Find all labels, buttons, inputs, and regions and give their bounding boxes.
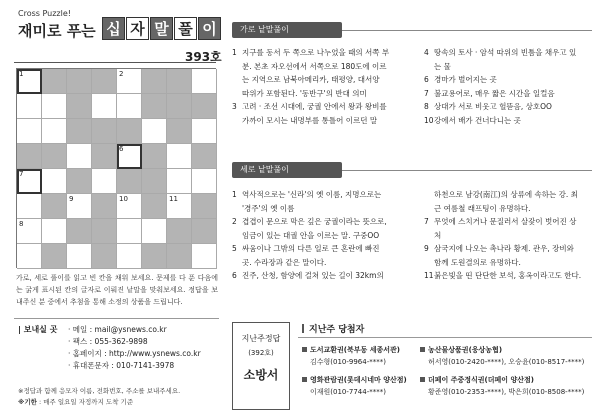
clue-text: 무엇에 스치거나 문질러서 살갗이 벗어진 상 — [434, 217, 577, 226]
grid-cell-blocked — [67, 69, 92, 94]
grid-cell-blocked — [92, 219, 117, 244]
grid-cell-blocked — [192, 219, 217, 244]
cell-number: 8 — [19, 220, 24, 228]
clue-line-first — [424, 242, 594, 256]
title-box-2: 자 — [126, 17, 149, 40]
last-week-answer-box — [232, 322, 290, 410]
send-notes — [18, 386, 180, 408]
winners-divider — [298, 337, 592, 338]
grid-cell[interactable] — [142, 119, 167, 144]
grid-cell[interactable] — [17, 219, 42, 244]
clue-line-first — [424, 73, 594, 87]
clue-line-first — [232, 242, 416, 256]
winner-2-person: 허서영(010-2420-****), 오승윤(010-8517-****) — [428, 358, 585, 366]
clue-line-first — [232, 46, 416, 60]
winner-1-person: 김수형(010-9964-****) — [310, 358, 386, 366]
clue-number: 2 — [232, 217, 237, 226]
grid-cell-blocked — [117, 119, 142, 144]
clue-text: 분. 본초 자오선에서 서쪽으로 180도에 이르 — [242, 61, 387, 71]
clue-text: 는 지역으로 남북아메리카, 태평양, 대서양 — [242, 75, 380, 84]
clue-line-first — [232, 188, 416, 202]
clue-item — [232, 188, 416, 215]
cross-puzzle-label: Cross Puzzle! — [18, 9, 71, 18]
clue-text: 붉은빛을 띤 단단한 보석, 홍옥이라고도 한다. — [434, 271, 582, 280]
winner-2-org-row — [420, 344, 584, 356]
clue-text: 는 물 — [434, 61, 451, 71]
clue-number: 4 — [424, 48, 429, 57]
winners-title: 지난주 당첨자 — [302, 322, 364, 335]
clue-text: 처 — [434, 230, 442, 240]
grid-cell-blocked — [192, 144, 217, 169]
clue-item — [424, 215, 594, 242]
clue-text: '경주'의 옛 이름 — [242, 203, 295, 213]
send-title-text: 보내실 곳 — [23, 325, 58, 334]
send-info-box — [14, 318, 219, 414]
clue-text: 삼국지에 나오는 촉나라 황제. 관우, 장비와 — [434, 244, 574, 253]
clue-item — [424, 100, 594, 114]
clue-text: 따위가 포함된다. '동반구'의 반대 의미 — [242, 88, 367, 98]
clue-text: 불교용어로, 매우 짧은 시간을 일컬음 — [434, 88, 555, 98]
grid-cell-blocked — [167, 69, 192, 94]
clue-item — [232, 242, 416, 269]
clue-number: 7 — [424, 217, 429, 226]
grid-cell[interactable] — [192, 169, 217, 194]
cell-number: 1 — [19, 70, 24, 78]
grid-cell-blocked — [92, 144, 117, 169]
clue-text: 역사적으로는 '신라'의 옛 이름, 지명으로는 — [242, 190, 382, 199]
cell-number: 11 — [169, 195, 178, 203]
winner-3-person: 이재원(010-7744-****) — [310, 388, 386, 396]
grid-cell[interactable] — [92, 169, 117, 194]
grid-cell[interactable] — [17, 94, 42, 119]
winner-3-org: 영화관람권(롯데시네마 양산점) — [310, 376, 407, 384]
grid-cell-blocked — [167, 244, 192, 269]
clue-item — [232, 215, 416, 242]
clue-text: 경마가 벌어지는 곳 — [434, 75, 497, 84]
clue-number: 1 — [232, 48, 237, 57]
winner-1 — [302, 344, 400, 368]
across-header-line — [342, 30, 592, 31]
winner-4 — [420, 374, 584, 398]
winner-4-org: 더페이 주중정식권(더페이 양산점) — [428, 376, 534, 384]
grid-cell-blocked — [142, 194, 167, 219]
send-note-2 — [18, 397, 180, 408]
winner-4-org-row — [420, 374, 584, 386]
grid-cell[interactable] — [17, 119, 42, 144]
title-box-4: 풀 — [174, 17, 197, 40]
clue-text: 싸움이나 그밖의 다른 일로 큰 혼란에 빠진 — [242, 244, 380, 253]
clue-item — [232, 100, 416, 127]
bullet-icon — [420, 377, 425, 382]
clue-line-first — [424, 188, 594, 202]
last-week-issue: (392호) — [248, 349, 274, 357]
grid-cell-blocked — [142, 94, 167, 119]
grid-cell[interactable] — [17, 194, 42, 219]
clue-line-first — [424, 215, 594, 229]
clue-text: 근 여름철 래프팅이 유명하다. — [434, 203, 531, 213]
clue-number: 1 — [232, 190, 237, 199]
grid-cell[interactable] — [192, 244, 217, 269]
grid-cell[interactable] — [17, 244, 42, 269]
issue-divider — [14, 62, 216, 63]
clue-text: 땅속의 토사 · 암석 따위의 빈틈을 채우고 있 — [434, 48, 577, 57]
winner-2 — [420, 344, 584, 368]
clue-text: 지구를 동서 두 쪽으로 나누었을 때의 서쪽 부 — [242, 48, 390, 57]
clue-item — [232, 46, 416, 100]
bullet-icon — [302, 347, 307, 352]
cell-number: 7 — [19, 170, 24, 178]
title-box-5: 이 — [198, 17, 221, 40]
grid-cell[interactable] — [67, 194, 92, 219]
bullet-icon — [302, 377, 307, 382]
grid-cell[interactable] — [117, 244, 142, 269]
winner-3 — [302, 374, 407, 398]
clue-line-first — [424, 46, 594, 60]
clue-text: 임금이 있는 대궐 안을 이르는 말. 구중OO — [242, 230, 380, 240]
grid-cell-blocked — [192, 194, 217, 219]
cell-number: 2 — [119, 70, 124, 78]
title-box-3: 말 — [150, 17, 173, 40]
title-prefix: 재미로 푸는 — [18, 22, 96, 40]
clue-line-first — [424, 87, 594, 101]
clue-number: 6 — [424, 75, 429, 84]
grid-cell-blocked — [67, 169, 92, 194]
deadline-label: ※기한 — [18, 398, 37, 406]
grid-cell-blocked — [92, 194, 117, 219]
grid-cell-blocked — [42, 144, 67, 169]
clue-item — [424, 87, 594, 101]
down-header-text: 세로 낱말풀이 — [240, 165, 289, 174]
grid-cell[interactable] — [42, 169, 67, 194]
across-header — [232, 22, 342, 38]
clue-text: 고려 · 조선 시대에, 궁궐 안에서 왕과 왕비를 — [242, 102, 387, 111]
grid-cell-blocked — [42, 244, 67, 269]
across-clues-left — [232, 46, 416, 127]
grid-cell[interactable] — [142, 219, 167, 244]
clue-text: 겹겹이 문으로 막은 깊은 궁궐이라는 뜻으로, — [242, 217, 387, 226]
title-boxes — [102, 17, 222, 40]
grid-cell[interactable] — [92, 94, 117, 119]
grid-cell[interactable] — [67, 144, 92, 169]
grid-cell[interactable] — [42, 94, 67, 119]
grid-cell-blocked — [67, 94, 92, 119]
clue-line-first — [232, 269, 416, 283]
bullet-icon — [420, 347, 425, 352]
down-clues-right — [424, 188, 594, 283]
grid-cell-blocked — [92, 69, 117, 94]
clue-text: 가까이 모시는 내명부를 통틀어 이르던 말 — [242, 115, 378, 125]
clue-text: 상대가 서로 비웃고 헐뜯음, 상호OO — [434, 102, 552, 111]
send-note-1: ※정답과 함께 응모자 이름, 전화번호, 주소를 보내주세요. — [18, 387, 181, 395]
grid-cell-blocked — [167, 119, 192, 144]
send-homepage: · 홈페이지 : http://www.ysnews.co.kr — [68, 349, 201, 358]
clue-number: 7 — [424, 88, 429, 98]
grid-cell-blocked — [167, 219, 192, 244]
grid-cell-blocked — [192, 94, 217, 119]
clue-number: 10 — [424, 115, 434, 125]
clue-item — [232, 269, 416, 283]
grid-cell[interactable] — [17, 69, 42, 94]
clue-number: 8 — [424, 102, 429, 111]
across-header-text: 가로 낱말풀이 — [240, 25, 289, 34]
grid-cell-blocked — [142, 169, 167, 194]
grid-cell[interactable] — [117, 69, 142, 94]
grid-cell-blocked — [42, 194, 67, 219]
clue-number: 9 — [424, 244, 429, 253]
grid-cell-blocked — [42, 69, 67, 94]
clue-line-first — [232, 215, 416, 229]
clue-number: 5 — [232, 244, 237, 253]
clue-text: 곳. 수라장과 같은 말이다. — [242, 257, 327, 267]
clue-text: 하천으로 남강(南江)의 상류에 속하는 강. 최 — [434, 190, 578, 199]
grid-cell[interactable] — [117, 194, 142, 219]
down-clues-left — [232, 188, 416, 283]
grid-cell-blocked — [142, 244, 167, 269]
clue-number: 11 — [424, 271, 434, 280]
puzzle-title-area — [14, 4, 217, 50]
winner-2-org: 농산물상품권(웅상농협) — [428, 346, 503, 354]
grid-cell[interactable] — [117, 144, 142, 169]
winner-1-org: 도서교환권(북부동 세종서관) — [310, 346, 400, 354]
grid-cell-blocked — [17, 144, 42, 169]
grid-cell[interactable] — [117, 219, 142, 244]
winner-4-person: 황준영(010-2353-****), 박은희(010-8508-****) — [428, 388, 585, 396]
grid-cell-blocked — [142, 69, 167, 94]
clue-text: 함께 도원결의로 유명하다. — [434, 257, 521, 267]
clue-number: 6 — [232, 271, 237, 280]
last-week-answer: 소방서 — [243, 368, 279, 382]
across-clues-right — [424, 46, 594, 127]
grid-cell-blocked — [167, 94, 192, 119]
grid-cell-blocked — [67, 219, 92, 244]
clue-item — [424, 242, 594, 269]
crossword-grid — [16, 68, 216, 268]
grid-cell[interactable] — [167, 194, 192, 219]
clue-item — [424, 269, 594, 283]
last-week-answer-label: 지난주정답 — [241, 334, 281, 343]
winner-3-org-row — [302, 374, 407, 386]
grid-cell-blocked — [67, 119, 92, 144]
grid-cell[interactable] — [42, 219, 67, 244]
title-box-1: 십 — [102, 17, 125, 40]
grid-cell[interactable] — [192, 119, 217, 144]
grid-cell[interactable] — [17, 169, 42, 194]
grid-cell[interactable] — [67, 244, 92, 269]
grid-cell[interactable] — [167, 169, 192, 194]
cell-number: 10 — [119, 195, 128, 203]
clue-item — [424, 188, 594, 215]
clue-line-first — [424, 114, 594, 128]
send-email: · 메일 : mail@ysnews.co.kr — [68, 325, 167, 334]
grid-cell-blocked — [92, 119, 117, 144]
grid-cell[interactable] — [117, 94, 142, 119]
clue-text: 강에서 배가 건너다니는 곳 — [434, 115, 521, 125]
clue-item — [424, 46, 594, 73]
grid-cell-blocked — [92, 244, 117, 269]
grid-cell[interactable] — [42, 119, 67, 144]
clue-text: 진주, 산청, 함양에 걸쳐 있는 길이 32km의 — [242, 271, 384, 280]
clue-line-first — [424, 269, 594, 283]
clue-number: 3 — [232, 102, 237, 111]
grid-cell-blocked — [142, 144, 167, 169]
down-header-line — [342, 170, 592, 171]
send-title: | 보내실 곳 — [18, 325, 58, 334]
cell-number: 9 — [69, 195, 74, 203]
cell-number: 6 — [119, 145, 124, 153]
down-header — [232, 162, 342, 178]
issue-number: 393호 — [185, 50, 222, 64]
winner-1-org-row — [302, 344, 400, 356]
instructions: 가로, 세로 풀이를 읽고 빈 칸을 채워 보세요. 문제를 다 푼 다음에는 굵게 표시된 칸의 글자로 이뤄진 낱말을 맞춰보세요. 정답을 보내주신 분 중에서 추첨을 통해 소정의 상품을 드립니다. — [16, 274, 218, 306]
send-fax: · 팩스 : 055-362-9898 — [68, 337, 148, 346]
clue-item — [424, 114, 594, 128]
grid-cell[interactable] — [192, 69, 217, 94]
grid-cell-blocked — [117, 169, 142, 194]
send-list — [68, 324, 201, 372]
clue-item — [424, 73, 594, 87]
deadline-text: : 매주 일요일 자정까지 도착 기준 — [36, 398, 134, 406]
clue-line-first — [424, 100, 594, 114]
clue-line-first — [232, 100, 416, 114]
send-sms: · 휴대폰문자 : 010-7141-3978 — [68, 361, 175, 370]
grid-cell[interactable] — [167, 144, 192, 169]
